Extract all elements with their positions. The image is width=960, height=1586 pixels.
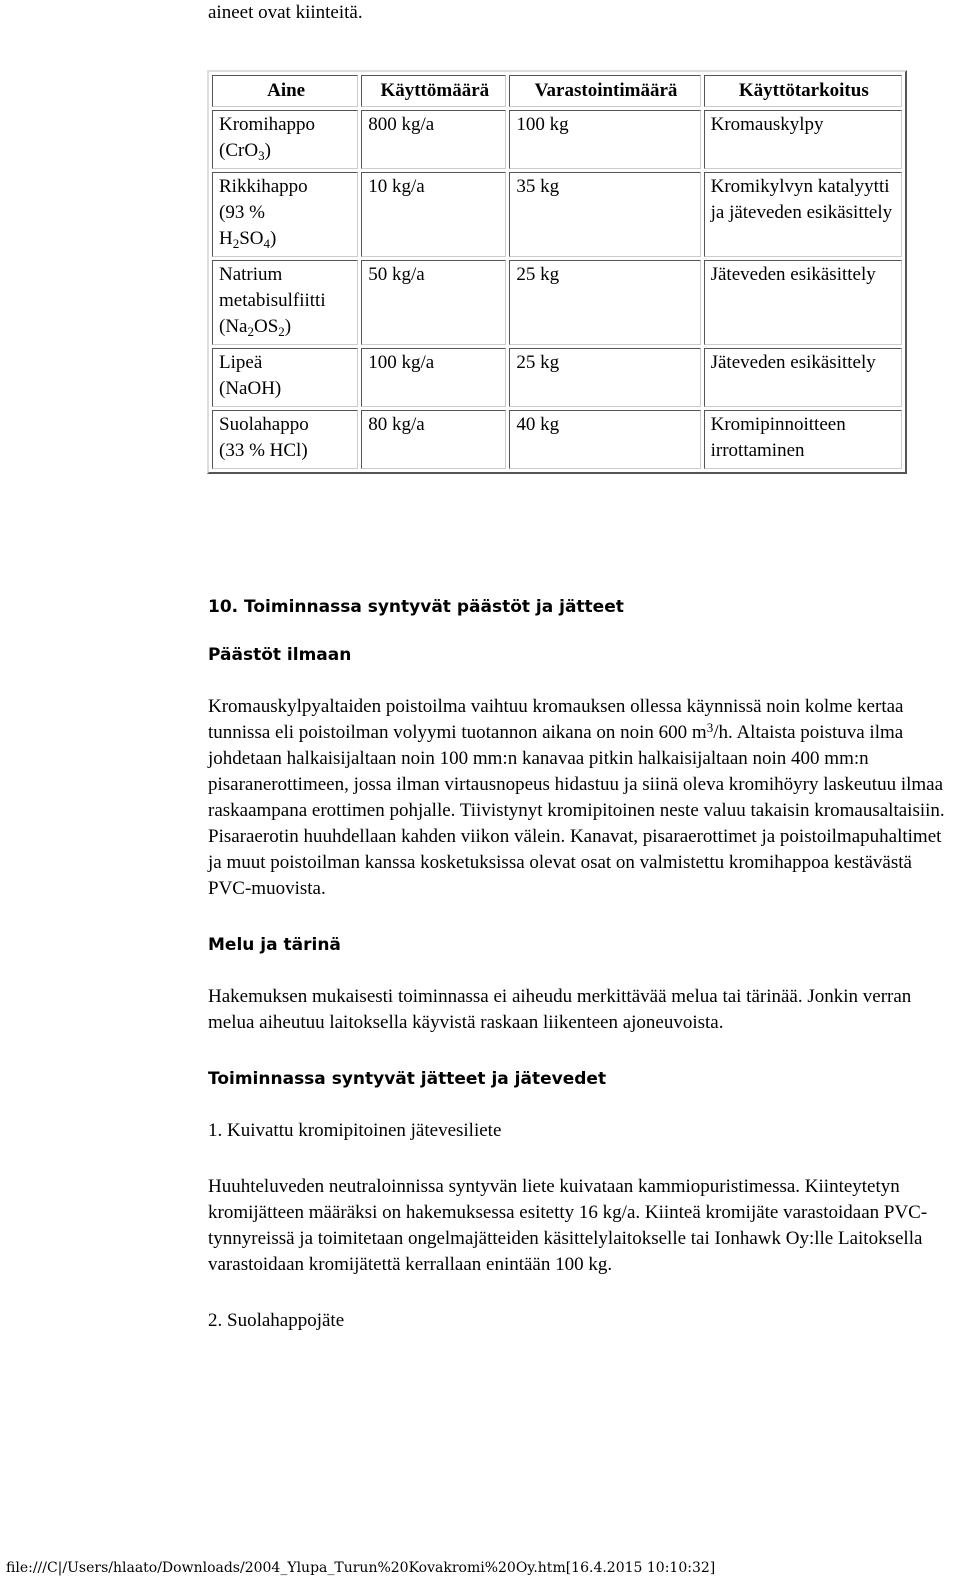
header-varastointimaara: Varastointimäärä <box>509 75 700 107</box>
cell-purpose: Jäteveden esikäsittely <box>704 260 902 345</box>
waste-item-2-title: 2. Suolahappojäte <box>208 1310 345 1331</box>
waste-heading: Toiminnassa syntyvät jätteet ja jätevedet <box>208 1069 607 1089</box>
cell-usage: 100 kg/a <box>361 348 506 407</box>
cell-usage: 50 kg/a <box>361 260 506 345</box>
cell-aine: Rikkihappo (93 % $H_2SO_4$) <box>212 172 358 257</box>
cell-purpose: Kromipinnoitteen irrottaminen <box>704 410 902 469</box>
cell-storage: 25 kg <box>509 260 700 345</box>
cell-usage: 800 kg/a <box>361 110 506 169</box>
table-row <box>212 348 902 407</box>
table-row <box>212 110 902 169</box>
noise-paragraph: Hakemuksen mukaisesti toiminnassa ei aiheudu merkittävää melua tai tärinää. Jonkin verran melua aiheutuu laitoksella käyvistä raskaan liikenteen ajoneuvoista. <box>208 986 912 1033</box>
air-emissions-paragraph: Kromauskylpyaltaiden poistoilma vaihtuu kromauksen ollessa käynnissä noin kolme kertaa tunnissa eli poistoilman volyymi tuotannon aikana on noin 600 $m^3/h$. Altaista poistuva ilma johdetaan halkaisijaltaan noin 100 mm:n kanavaa pitkin halkaisijaltaan noin 400 mm:n pisaranerottimeen, jossa ilman virtausnopeus hidastuu ja siinä oleva kromihöyry laskeutuu ilmaa raskaampana erottimen pohjalle. Tiivistynyt kromipitoinen neste valuu takaisin kromausaltaisiin. Pisaraerotin huuhdellaan kahden viikon välein. Kanavat, pisaraerottimet ja poistoilmapuhaltimet ja muut poistoilman kanssa kosketuksissa olevat osat on valmistettu kromihappoa kestävästä PVC-muovista. <box>208 696 945 899</box>
cell-storage: 100 kg <box>509 110 700 169</box>
table-header-row <box>212 75 902 107</box>
cell-storage: 25 kg <box>509 348 700 407</box>
waste-item-1-title: 1. Kuivattu kromipitoinen jätevesiliete <box>208 1120 502 1141</box>
table-row <box>212 410 902 469</box>
cell-purpose: Kromikylvyn katalyytti ja jäteveden esikäsittely <box>704 172 902 257</box>
table-row <box>212 260 902 345</box>
cell-aine: Natrium metabisulfiitti $(Na_2OS_2)$ <box>212 260 358 345</box>
air-emissions-heading: Päästöt ilmaan <box>208 645 352 665</box>
cell-storage: 40 kg <box>509 410 700 469</box>
cell-aine: Kromihappo (CrO$_3$) <box>212 110 358 169</box>
header-kayttotarkoitus: Käyttötarkoitus <box>704 75 902 107</box>
table-row <box>212 172 902 257</box>
header-kayttomaara: Käyttömäärä <box>361 75 506 107</box>
cell-aine: Lipeä (NaOH) <box>212 348 358 407</box>
cell-purpose: Kromauskylpy <box>704 110 902 169</box>
footer-file-path: file:///C|/Users/hlaato/Downloads/2004_Ylupa_Turun%20Kovakromi%20Oy.htm[16.4.2015 10:10:32] <box>6 1560 716 1576</box>
noise-heading: Melu ja tärinä <box>208 935 341 955</box>
top-text: aineet ovat kiinteitä. <box>208 2 363 23</box>
cell-storage: 35 kg <box>509 172 700 257</box>
cell-usage: 10 kg/a <box>361 172 506 257</box>
cell-aine: Suolahappo (33 % HCl) <box>212 410 358 469</box>
waste-item-1-paragraph: Huuhteluveden neutraloinnissa syntyvän liete kuivataan kammiopuristimessa. Kiinteytetyn kromijätteen määräksi on hakemuksessa esitetty 16 kg/a. Kiinteä kromijäte varastoidaan PVC-tynnyreissä ja toimitetaan ongelmajätteiden käsittelylaitokselle tai Ionhawk Oy:lle Laitoksella varastoidaan kromijätettä kerrallaan enintään 100 kg. <box>208 1176 928 1275</box>
header-aine: Aine <box>212 75 358 107</box>
chemicals-table <box>207 70 907 474</box>
section-title: 10. Toiminnassa syntyvät päästöt ja jätteet <box>208 597 624 617</box>
cell-purpose: Jäteveden esikäsittely <box>704 348 902 407</box>
cell-usage: 80 kg/a <box>361 410 506 469</box>
document-body <box>208 594 953 1364</box>
